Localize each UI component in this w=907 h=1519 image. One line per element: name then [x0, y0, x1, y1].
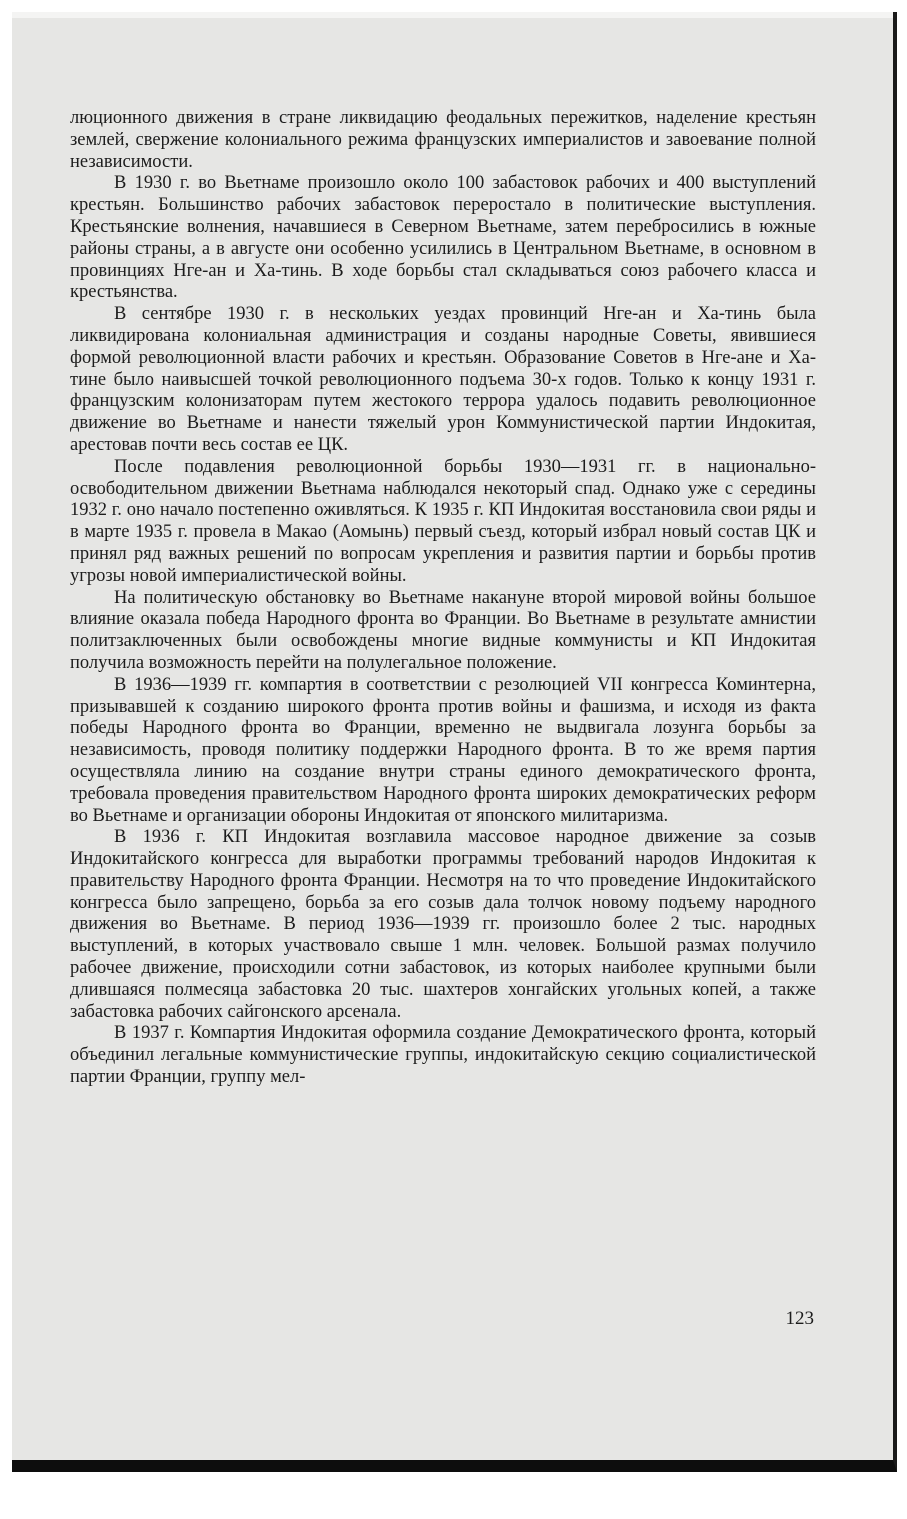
page-top-edge	[12, 12, 893, 18]
page-number: 123	[785, 1308, 814, 1329]
paragraph-5: На политическую обстановку во Вьетнаме накануне второй мировой войны большое влияние оказала победа Народного фронта во Франции. Во Вьетнаме в результате амнистии политзаключенных были освобождены многие видные коммунисты и КП Индокитая получила возможность перейти на полулегальное положение.	[70, 587, 816, 673]
paragraph-7: В 1936 г. КП Индокитая возглавила массовое народное движение за созыв Индокитайского конгресса для выработки программы требований народов Индокитая к правительству Народного фронта Франции. Несмотря на то что проведение Индокитайского конгресса было запрещено, борьба за его созыв дала толчок новому подъему народного движения во Вьетнаме. В период 1936—1939 гг. произошло более 2 тыс. народных выступлений, в которых участвовало свыше 1 млн. человек. Большой размах получило рабочее движение, происходили сотни забастовок, из которых наиболее крупными были длившаяся полмесяца забастовка 20 тыс. шахтеров хонгайских угольных копей, а также забастовка рабочих сайгонского арсенала.	[70, 827, 816, 1022]
paragraph-8: В 1937 г. Компартия Индокитая оформила создание Демократического фронта, который объединил легальные коммунистические группы, индокитайскую секцию социалистической партии Франции, группу мел-	[70, 1023, 816, 1088]
paragraph-4: После подавления революционной борьбы 1930—1931 гг. в национально-освободительном движении Вьетнама наблюдался некоторый спад. Однако уже с середины 1932 г. оно начало постепенно оживляться. К 1935 г. КП Индокитая восстановила свои ряды и в марте 1935 г. провела в Макао (Аомынь) первый съезд, который избрал новый состав ЦК и принял ряд важных решений по вопросам укрепления и развития партии и борьбы против угрозы новой империалистической войны.	[70, 456, 816, 586]
body-text	[70, 108, 816, 1089]
paragraph-2: В 1930 г. во Вьетнаме произошло около 100 забастовок рабочих и 400 выступлений крестьян. Большинство рабочих забастовок переростало в политические выступления. Крестьянские волнения, начавшиеся в Северном Вьетнаме, затем перебросились в южные районы страны, а в августе они особенно усилились в Центральном Вьетнаме, в основном в провинциях Нге-ан и Ха-тинь. В ходе борьбы стал складываться союз рабочего класса и крестьянства.	[70, 173, 816, 303]
paragraph-1: люционного движения в стране ликвидацию феодальных пережитков, наделение крестьян землей, свержение колониального режима французских империалистов и завоевание полной независимости.	[70, 108, 816, 172]
paragraph-6: В 1936—1939 гг. компартия в соответствии с резолюцией VII конгресса Коминтерна, призывавшей к созданию широкого фронта против войны и фашизма, и исходя из факта победы Народного фронта во Франции, временно не выдвигала лозунга борьбы за независимость, проводя политику поддержки Народного фронта. В то же время партия осуществляла линию на создание внутри страны единого демократического фронта, требовала проведения правительством Народного фронта широких демократических реформ во Вьетнаме и организации обороны Индокитая от японского милитаризма.	[70, 674, 816, 826]
paragraph-3: В сентябре 1930 г. в нескольких уездах провинций Нге-ан и Ха-тинь была ликвидирована колониальная администрация и созданы народные Советы, явившиеся формой революционной власти рабочих и крестьян. Образование Советов в Нге-ане и Ха-тине было наивысшей точкой революционного подъема 30-х годов. Только к концу 1931 г. французским колонизаторам путем жестокого террора удалось подавить революционное движение во Вьетнаме и нанести тяжелый урон Коммунистической партии Индокитая, арестовав почти весь состав ее ЦК.	[70, 304, 816, 455]
